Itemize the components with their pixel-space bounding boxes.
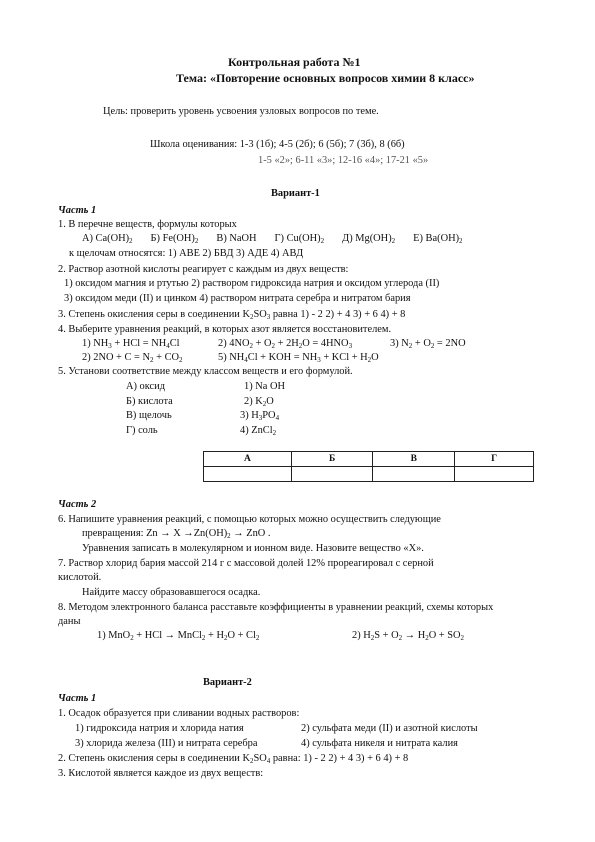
v2-q3-text: 3. Кислотой является каждое из двух веществ: bbox=[58, 768, 264, 779]
v2-q1-text: 1. Осадок образуется при сливании водных растворов: bbox=[58, 708, 300, 719]
v1-q5-text: 5. Установи соответствие между классом веществ и его формулой. bbox=[58, 366, 353, 377]
v1-q2-text: 2. Раствор азотной кислоты реагирует с каждым из двух веществ: bbox=[58, 264, 349, 275]
answer-table-header-a: А bbox=[204, 452, 292, 467]
v1-q5-formula-3: 3) $H_3PO_4$ bbox=[240, 410, 280, 422]
v1-q4-reaction-3: 3) $N_2 + O_2 = 2NO$ bbox=[390, 338, 466, 350]
answer-table-header-row bbox=[204, 452, 534, 467]
v2-q1-answer-4: 4) сульфата никеля и нитрата калия bbox=[301, 738, 458, 749]
answer-table-blank-row bbox=[204, 467, 534, 482]
v1-q8-text: 8. Методом электронного баланса расставьте коэффициенты в уравнении реакций, схемы которых bbox=[58, 602, 494, 613]
v1-q5-answer-table bbox=[203, 451, 534, 482]
answer-cell-a[interactable] bbox=[204, 467, 292, 482]
v2-q1-answer-3: 3) хлорида железа (III) и нитрата серебра bbox=[75, 738, 258, 749]
v1-q6-text: 6. Напишите уравнения реакций, с помощью которых можно осуществить следующие bbox=[58, 514, 441, 525]
v1-q5-class-g: Г) соль bbox=[126, 425, 158, 436]
v1-q4-reaction-5: 5) $NH_4Cl$ + KOH = $NH_3$ + KCl + $H_2O$ bbox=[218, 352, 379, 364]
v1-q8-text-cont: даны bbox=[58, 616, 81, 627]
v2-q1-answer-2: 2) сульфата меди (II) и азотной кислоты bbox=[301, 723, 478, 734]
v1-q2-answers-2: 3) оксидом меди (II) и цинком 4) раствором нитрата серебра и нитратом бария bbox=[64, 293, 411, 304]
v1-q5-formula-4: 4) ZnCl$_2$ bbox=[240, 425, 277, 437]
v1-q3-text: 3. Степень окисления серы в соединении $K_2SO_3$ равна 1) - 2 2) + 4 3) + 6 4) + 8 bbox=[58, 309, 406, 321]
v2-part-1-heading: Часть 1 bbox=[58, 693, 97, 704]
v1-q8-equation-1: 1) MnO$_2$ + HCl → MnCl$_2$ + $H_2O + Cl_2$ bbox=[97, 630, 260, 642]
v1-q6-note: Уравнения записать в молекулярном и ионном виде. Назовите вещество «Х». bbox=[82, 543, 424, 554]
variant-1-heading: Вариант-1 bbox=[271, 188, 320, 199]
v1-q1-text: 1. В перечне веществ, формулы которых bbox=[58, 219, 237, 230]
topic-line: Тема: «Повторение основных вопросов химии 8 класс» bbox=[176, 71, 475, 85]
v1-q5-class-v: В) щелочь bbox=[126, 410, 172, 421]
v1-part-2-heading: Часть 2 bbox=[58, 499, 97, 510]
v1-q2-answers-1: 1) оксидом магния и ртутью 2) раствором гидроксида натрия и оксидом углерода (II) bbox=[64, 278, 440, 289]
v1-q5-class-b: Б) кислота bbox=[126, 396, 173, 407]
v2-q2-text: 2. Степень окисления серы в соединении $K_2SO_4$ равна: 1) - 2 2) + 4 3) + 6 4) + 8 bbox=[58, 753, 409, 765]
v1-q1-answers: к щелочам относятся: 1) АВЕ 2) БВД 3) АДЕ 4) АВД bbox=[69, 248, 304, 259]
v1-q1-options: А) $Ca(OH)_2$ Б) $Fe(OH)_2$ В) NaOH Г) $Cu(OH)_2$ Д) $Mg(OH)_2$ Е) $Ba(OH)_2$ bbox=[82, 233, 463, 245]
v1-q5-formula-2: 2) $K_2O$ bbox=[244, 396, 274, 408]
answer-table-header-b: Б bbox=[291, 452, 372, 467]
v2-q1-answer-1: 1) гидроксида натрия и хлорида натия bbox=[75, 723, 244, 734]
v1-q7-text-cont: кислотой. bbox=[58, 572, 102, 583]
goal-line: Цель: проверить уровень усвоения узловых вопросов по теме. bbox=[103, 106, 379, 117]
v1-q4-text: 4. Выберите уравнения реакций, в которых азот является восстановителем. bbox=[58, 324, 392, 335]
v1-q6-chain: превращения: $Zn \to X \to Zn(OH)_2$ → ZnO . bbox=[82, 528, 271, 540]
page-title: Контрольная работа №1 bbox=[228, 55, 361, 69]
answer-cell-g[interactable] bbox=[455, 467, 534, 482]
grading-bands: 1-5 «2»; 6-11 «3»; 12-16 «4»; 17-21 «5» bbox=[258, 155, 429, 166]
v1-q4-reaction-4: 2) $2NO + C = N_2 + CO_2$ bbox=[82, 352, 183, 364]
answer-cell-b[interactable] bbox=[291, 467, 372, 482]
v1-q7-task: Найдите массу образовавшегося осадка. bbox=[82, 587, 261, 598]
answer-table-header-g: Г bbox=[455, 452, 534, 467]
v1-part-1-heading: Часть 1 bbox=[58, 205, 97, 216]
v1-q4-reaction-1: 1) $NH_3$ + HCl = $NH_4Cl$ bbox=[82, 338, 180, 350]
answer-cell-v[interactable] bbox=[373, 467, 455, 482]
v1-q7-text: 7. Раствор хлорид бария массой 214 г с массовой долей 12% прореагировал с серной bbox=[58, 558, 434, 569]
v1-q8-equation-2: 2) $H_2S + O_2 \to H_2O + SO_2$ bbox=[352, 630, 465, 642]
variant-2-heading: Вариант-2 bbox=[203, 677, 252, 688]
answer-table-header-v: В bbox=[373, 452, 455, 467]
v1-q4-reaction-2: 2) $4NO_2 + O_2 + 2H_2O = 4HNO_3$ bbox=[218, 338, 353, 350]
v1-q5-class-a: А) оксид bbox=[126, 381, 166, 392]
grading-scale: Школа оценивания: 1-3 (1б); 4-5 (2б); 6 (5б); 7 (3б), 8 (6б) bbox=[150, 139, 405, 150]
v1-q5-formula-1: 1) Na OH bbox=[244, 381, 285, 392]
